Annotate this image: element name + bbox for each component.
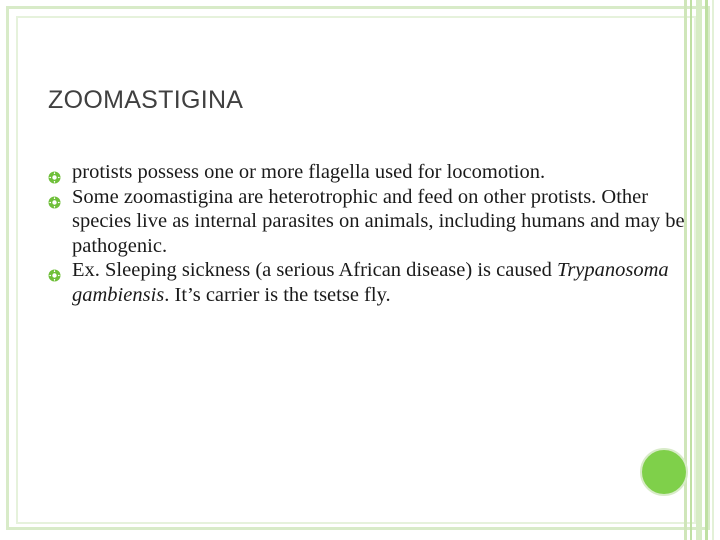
decorative-stripe [690,0,692,540]
gear-flower-icon [48,191,61,204]
species-name: Trypanosoma gambiensis [72,259,669,306]
bullet-item [48,185,688,259]
bullet-item [48,160,688,185]
decorative-stripe [705,0,708,540]
decorative-circle [640,448,688,496]
gear-flower-icon [48,166,61,179]
bullet-text-end: . It’s carrier is the tsetse fly. [164,283,391,306]
bullet-list [48,160,688,307]
bullet-item [48,258,688,307]
bullet-text-start: Ex. Sleeping sickness (a serious African disease) is caused [72,259,558,281]
slide-title: ZOOMASTIGINA [48,86,244,114]
decorative-stripe [696,0,702,540]
bullet-text: protists possess one or more flagella used for locomotion. [72,161,546,183]
decorative-stripe [712,0,714,540]
bullet-text: Some zoomastigina are heterotrophic and feed on other protists. Other species live as internal parasites on animals, including humans and may be pathogenic. [72,185,685,257]
gear-flower-icon [48,264,61,277]
